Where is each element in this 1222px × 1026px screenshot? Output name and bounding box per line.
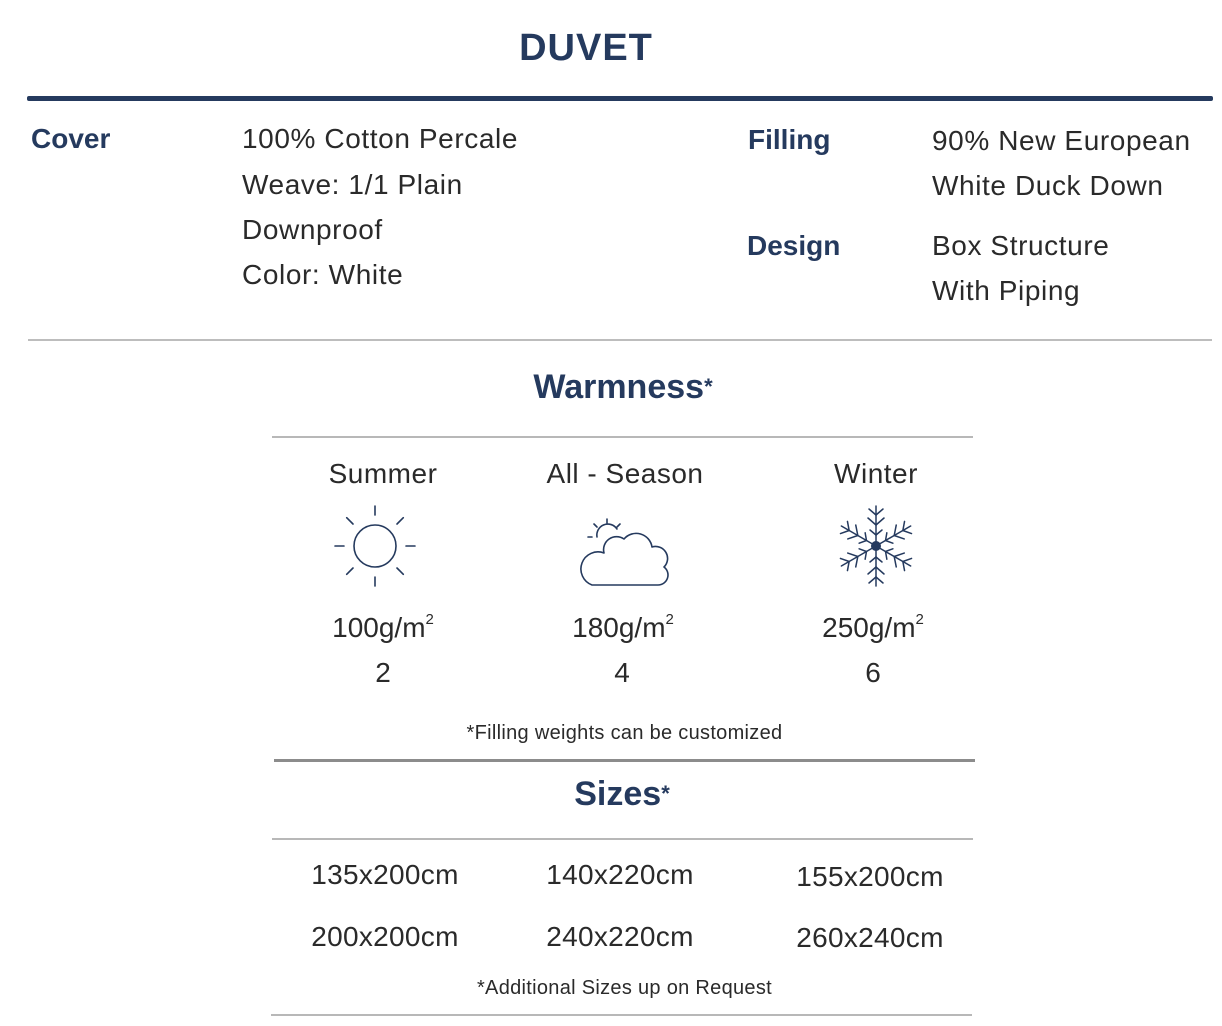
- size-cell: 140x220cm: [546, 859, 694, 890]
- design-label: Design: [747, 230, 841, 261]
- season-weight-summer-sup: 2: [425, 611, 434, 628]
- sizes-asterisk: *: [661, 781, 670, 806]
- sizes-title: [472, 775, 772, 814]
- season-weight-summer-value: 100g/m: [332, 612, 426, 643]
- season-weight-all-season: [503, 611, 743, 644]
- design-line-2: With Piping: [932, 275, 1081, 306]
- sizes-note: *Additional Sizes up on Request: [476, 977, 773, 999]
- size-cell: 240x220cm: [546, 921, 694, 952]
- season-weight-summer: [263, 611, 503, 644]
- season-weight-winter-sup: 2: [915, 611, 924, 628]
- sun-icon: [330, 501, 420, 591]
- size-cell: 260x240cm: [796, 922, 944, 953]
- season-weight-winter-value: 250g/m: [822, 612, 916, 643]
- season-tog-summer: 2: [375, 657, 391, 688]
- size-cell: 155x200cm: [796, 861, 944, 892]
- season-name-winter: Winter: [834, 458, 918, 489]
- filling-line-2: White Duck Down: [932, 170, 1164, 201]
- cover-line-1: 100% Cotton Percale: [242, 123, 519, 154]
- cover-label: Cover: [31, 123, 111, 154]
- title-divider: [27, 96, 1213, 101]
- sizes-title-text: Sizes: [574, 775, 662, 813]
- warmness-bottom-divider: [274, 759, 975, 762]
- cover-line-3: Downproof: [242, 214, 383, 245]
- cover-line-4: Color: White: [242, 259, 404, 290]
- size-cell: 200x200cm: [311, 921, 459, 952]
- cover-line-2: Weave: 1/1 Plain: [242, 169, 463, 200]
- warmness-title-text: Warmness: [533, 368, 705, 406]
- season-weight-all-season-sup: 2: [665, 611, 674, 628]
- specs-divider: [28, 339, 1212, 341]
- sizes-divider: [272, 838, 973, 840]
- sun-behind-cloud-icon: [580, 517, 670, 589]
- filling-line-1: 90% New European: [932, 125, 1191, 156]
- season-weight-all-season-value: 180g/m: [572, 612, 666, 643]
- size-cell: 135x200cm: [311, 859, 459, 890]
- page-title: DUVET: [519, 27, 653, 69]
- season-tog-all-season: 4: [614, 657, 630, 688]
- filling-label: Filling: [748, 124, 831, 155]
- warmness-asterisk: *: [704, 374, 713, 399]
- sizes-bottom-divider: [271, 1014, 972, 1016]
- season-name-all-season: All - Season: [546, 458, 704, 489]
- design-line-1: Box Structure: [932, 230, 1110, 261]
- warmness-title: [473, 368, 773, 407]
- season-weight-winter: [753, 611, 993, 644]
- snowflake-icon: [831, 501, 921, 591]
- warmness-note: *Filling weights can be customized: [466, 722, 783, 744]
- season-name-summer: Summer: [328, 458, 438, 489]
- warmness-divider: [272, 436, 973, 438]
- season-tog-winter: 6: [865, 657, 881, 688]
